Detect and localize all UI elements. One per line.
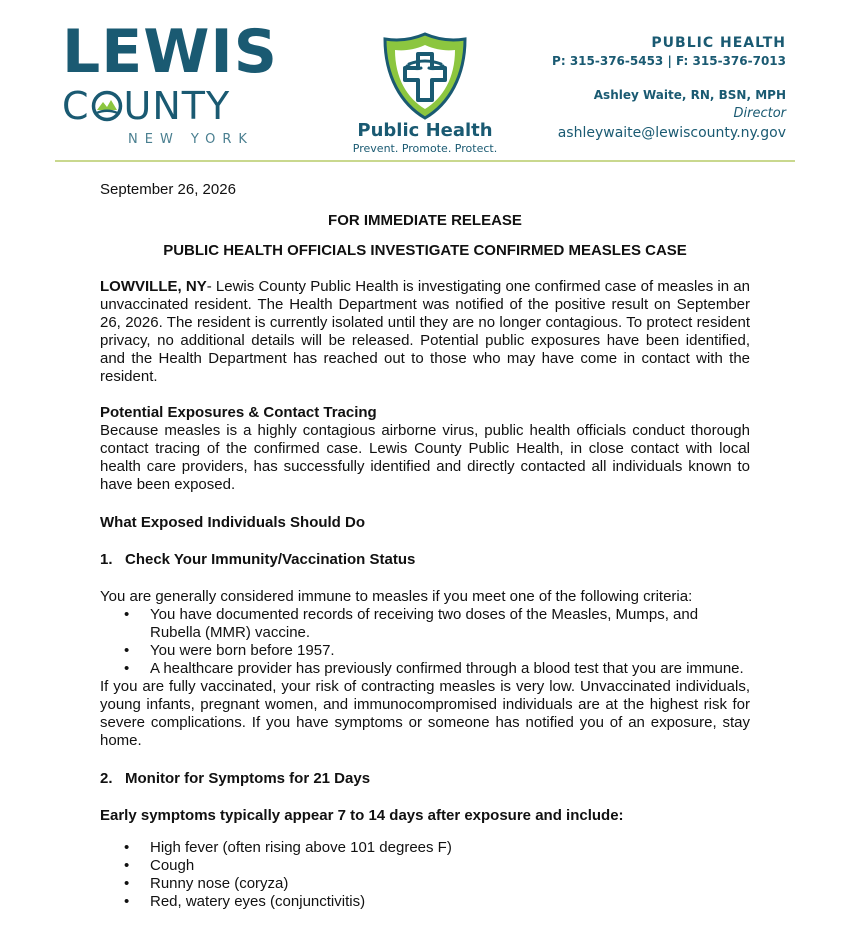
risk-paragraph: If you are fully vaccinated, your risk of contracting measles is very low. Unvaccinated individuals, young infants, pregnant women, and immunocompromised individuals are at the highest risk for severe complications. If you have symptoms or someone has notified you of an exposure, stay home. (100, 678, 750, 749)
immunity-lead: You are generally considered immune to measles if you meet one of the following criteria: (100, 588, 693, 605)
list-item: • High fever (often rising above 101 degrees F) (150, 839, 750, 857)
logo-lewis-text: LEWIS (62, 17, 278, 87)
contact-director-title: Director (733, 106, 786, 121)
ph-logo-name: Public Health (357, 120, 493, 141)
shield-cross-icon (379, 30, 471, 122)
list-item: • You were born before 1957. (150, 642, 750, 660)
logo-county-rest: UNTY (123, 84, 231, 128)
immunity-criteria-list (100, 606, 750, 678)
exposure-heading: Potential Exposures & Contact Tracing (100, 404, 377, 421)
dateline: LOWVILLE, NY (100, 278, 207, 295)
logo-county-text (62, 86, 277, 126)
intro-text: - Lewis County Public Health is investigating one confirmed case of measles in an unvaccinated resident. The Health Department was notified of the positive result on September 26, 2026. The resident is currently isolated until they are no longer contagious. To protect resident privacy, no additional details will be released. Potential public exposures have been identified, and the Health Department has reached out to those who may have come in contact with the resident. (100, 278, 750, 385)
contact-phone-fax: P: 315-376-5453 | F: 315-376-7013 (552, 54, 786, 68)
press-release-body (100, 181, 750, 911)
intro-paragraph (100, 278, 750, 386)
exposure-paragraph: Because measles is a highly contagious airborne virus, public health officials conduct thorough contact tracing of the confirmed case. Lewis County Public Health, in close contact with local health care providers, has successfully identified and directly contacted all individuals known to have been exposed. (100, 422, 750, 493)
contact-block (552, 34, 786, 143)
release-date: September 26, 2026 (100, 181, 236, 198)
step2-heading (100, 770, 750, 788)
step1-number: 1. (100, 551, 113, 568)
ph-logo-tagline: Prevent. Promote. Protect. (352, 142, 498, 155)
list-item: • You have documented records of receiving two doses of the Measles, Mumps, and Rubella (MMR) vaccine. (150, 606, 750, 642)
public-health-logo (345, 30, 505, 155)
step1-heading (100, 551, 750, 569)
logo-new-york-text: NEW YORK (128, 132, 254, 147)
symptoms-lead: Early symptoms typically appear 7 to 14 days after exposure and include: (100, 807, 624, 824)
letterhead-divider (55, 160, 795, 162)
step2-title: Monitor for Symptoms for 21 Days (125, 770, 371, 787)
release-label: FOR IMMEDIATE RELEASE (328, 212, 522, 229)
list-item: • Runny nose (coryza) (150, 875, 750, 893)
symptoms-list (100, 839, 750, 911)
list-item: • A healthcare provider has previously confirmed through a blood test that you are immune. (150, 660, 750, 678)
step2-number: 2. (100, 770, 113, 787)
contact-department: PUBLIC HEALTH (651, 35, 786, 51)
headline: PUBLIC HEALTH OFFICIALS INVESTIGATE CONFIRMED MEASLES CASE (163, 242, 687, 259)
step1-title: Check Your Immunity/Vaccination Status (125, 551, 416, 568)
contact-director-name: Ashley Waite, RN, BSN, MPH (593, 88, 786, 102)
list-item: • Red, watery eyes (conjunctivitis) (150, 893, 750, 911)
contact-email[interactable]: ashleywaite@lewiscounty.ny.gov (557, 125, 786, 141)
logo-county-c: C (62, 84, 90, 128)
what-to-do-heading: What Exposed Individuals Should Do (100, 514, 366, 531)
lewis-county-logo (62, 17, 278, 147)
list-item: • Cough (150, 857, 750, 875)
mountain-circle-icon (91, 90, 123, 122)
